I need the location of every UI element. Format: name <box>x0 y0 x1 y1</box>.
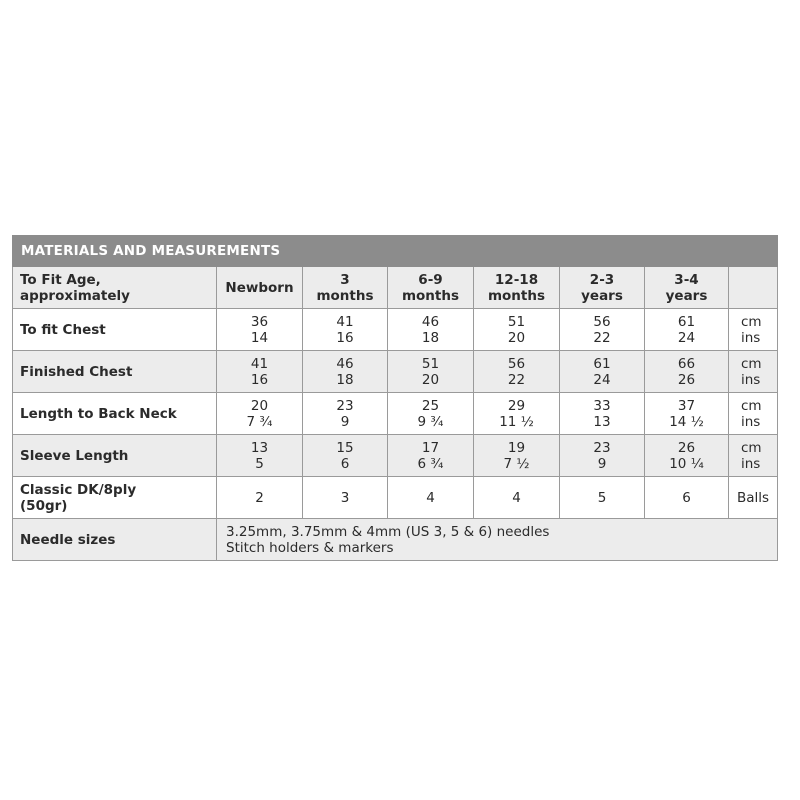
ins-value: 16 <box>336 329 354 346</box>
unit-ins: ins <box>741 329 761 346</box>
table-cell <box>217 351 303 393</box>
unit-cell <box>729 351 778 393</box>
yarn-balls-value: 2 <box>217 477 303 519</box>
cm-value: 36 <box>250 313 269 330</box>
age-col-line2: months <box>316 287 374 304</box>
age-col-2-3-years <box>560 267 645 309</box>
age-col-12-18-months <box>474 267 560 309</box>
ins-value: 18 <box>336 371 354 388</box>
age-col-line1: 3-4 <box>674 271 699 288</box>
age-col-6-9-months <box>388 267 474 309</box>
table-cell <box>560 435 645 477</box>
table-cell <box>645 351 729 393</box>
cm-value: 23 <box>336 397 354 414</box>
table-title: MATERIALS AND MEASUREMENTS <box>13 236 778 267</box>
table-cell <box>560 393 645 435</box>
table-cell <box>217 309 303 351</box>
cm-value: 51 <box>507 313 526 330</box>
age-row-label <box>13 267 217 309</box>
age-col-line2: years <box>581 287 623 304</box>
table-cell <box>388 351 474 393</box>
yarn-row <box>13 477 778 519</box>
ins-value: 9 <box>597 455 607 472</box>
ins-value: 14 ½ <box>669 413 704 430</box>
materials-table <box>12 235 778 561</box>
table-cell <box>474 351 560 393</box>
ins-value: 11 ½ <box>499 413 534 430</box>
needles-row-content <box>217 519 778 561</box>
age-col-line1: 3 <box>340 271 350 288</box>
table-row <box>13 309 778 351</box>
row-label: Length to Back Neck <box>13 393 217 435</box>
ins-value: 7 ½ <box>503 455 530 472</box>
table-row <box>13 393 778 435</box>
unit-cm: cm <box>741 397 762 414</box>
age-unit-cell <box>729 267 778 309</box>
ins-value: 7 ¾ <box>246 413 273 430</box>
age-col-3-months <box>303 267 388 309</box>
table-cell <box>474 309 560 351</box>
ins-value: 10 ¼ <box>669 455 704 472</box>
ins-value: 18 <box>421 329 440 346</box>
ins-value: 6 <box>340 455 350 472</box>
age-col-3-4-years <box>645 267 729 309</box>
table-cell <box>388 393 474 435</box>
age-col-line1: Newborn <box>225 279 294 296</box>
cm-value: 29 <box>507 397 526 414</box>
cm-value: 23 <box>593 439 611 456</box>
table-row <box>13 435 778 477</box>
row-label: Finished Chest <box>13 351 217 393</box>
unit-cm: cm <box>741 313 762 330</box>
age-col-line2: years <box>665 287 708 304</box>
ins-value: 20 <box>421 371 440 388</box>
table-cell <box>645 309 729 351</box>
ins-value: 24 <box>677 329 696 346</box>
unit-cm: cm <box>741 439 762 456</box>
age-row-label-line1: To Fit Age, <box>20 271 101 288</box>
row-label: Sleeve Length <box>13 435 217 477</box>
cm-value: 26 <box>677 439 696 456</box>
cm-value: 56 <box>507 355 526 372</box>
cm-value: 46 <box>336 355 354 372</box>
cm-value: 20 <box>250 397 269 414</box>
table-cell <box>303 351 388 393</box>
yarn-balls-value: 6 <box>645 477 729 519</box>
ins-value: 26 <box>677 371 696 388</box>
unit-ins: ins <box>741 371 761 388</box>
table-cell <box>474 435 560 477</box>
ins-value: 13 <box>593 413 611 430</box>
age-header-row <box>13 267 778 309</box>
cm-value: 13 <box>250 439 269 456</box>
ins-value: 20 <box>507 329 526 346</box>
table-row <box>13 351 778 393</box>
ins-value: 9 <box>340 413 350 430</box>
cm-value: 51 <box>421 355 440 372</box>
table-cell <box>645 435 729 477</box>
yarn-balls-value: 4 <box>388 477 474 519</box>
table-cell <box>217 393 303 435</box>
cm-value: 41 <box>250 355 269 372</box>
yarn-label-line2: (50gr) <box>20 497 68 514</box>
age-col-line1: 12-18 <box>494 271 539 288</box>
age-col-line2: months <box>487 287 546 304</box>
table-cell <box>560 351 645 393</box>
ins-value: 16 <box>250 371 269 388</box>
needles-row <box>13 519 778 561</box>
ins-value: 22 <box>507 371 526 388</box>
age-row-label-line2: approximately <box>20 287 130 304</box>
cm-value: 46 <box>421 313 440 330</box>
ins-value: 9 ¾ <box>417 413 444 430</box>
cm-value: 33 <box>593 397 611 414</box>
table-cell <box>388 309 474 351</box>
needles-line1: 3.25mm, 3.75mm & 4mm (US 3, 5 & 6) needles <box>226 523 550 540</box>
ins-value: 5 <box>255 455 264 472</box>
ins-value: 6 ¾ <box>417 455 444 472</box>
cm-value: 56 <box>593 313 611 330</box>
cm-value: 41 <box>336 313 354 330</box>
age-col-newborn <box>217 267 303 309</box>
yarn-balls-value: 5 <box>560 477 645 519</box>
row-label: To fit Chest <box>13 309 217 351</box>
table-cell <box>645 393 729 435</box>
unit-ins: ins <box>741 455 761 472</box>
unit-ins: ins <box>741 413 761 430</box>
age-col-line2: months <box>401 287 460 304</box>
age-col-line1: 2-3 <box>589 271 615 288</box>
table-cell <box>560 309 645 351</box>
unit-cell <box>729 435 778 477</box>
cm-value: 61 <box>593 355 611 372</box>
ins-value: 24 <box>593 371 611 388</box>
ins-value: 14 <box>250 329 269 346</box>
needles-row-label: Needle sizes <box>13 519 217 561</box>
table-cell <box>303 435 388 477</box>
yarn-row-label <box>13 477 217 519</box>
unit-cell <box>729 393 778 435</box>
needles-line2: Stitch holders & markers <box>226 539 394 556</box>
unit-cell <box>729 309 778 351</box>
age-col-line1: 6-9 <box>418 271 443 288</box>
cm-value: 61 <box>677 313 696 330</box>
cm-value: 25 <box>421 397 440 414</box>
cm-value: 15 <box>336 439 354 456</box>
cm-value: 17 <box>421 439 440 456</box>
yarn-unit: Balls <box>729 477 778 519</box>
table-cell <box>303 309 388 351</box>
yarn-label-line1: Classic DK/8ply <box>20 481 137 498</box>
materials-table-container <box>12 235 777 561</box>
table-cell <box>303 393 388 435</box>
table-cell <box>474 393 560 435</box>
yarn-balls-value: 4 <box>474 477 560 519</box>
ins-value: 22 <box>593 329 611 346</box>
yarn-balls-value: 3 <box>303 477 388 519</box>
table-cell <box>217 435 303 477</box>
table-cell <box>388 435 474 477</box>
cm-value: 19 <box>507 439 526 456</box>
cm-value: 37 <box>677 397 696 414</box>
cm-value: 66 <box>677 355 696 372</box>
unit-cm: cm <box>741 355 762 372</box>
